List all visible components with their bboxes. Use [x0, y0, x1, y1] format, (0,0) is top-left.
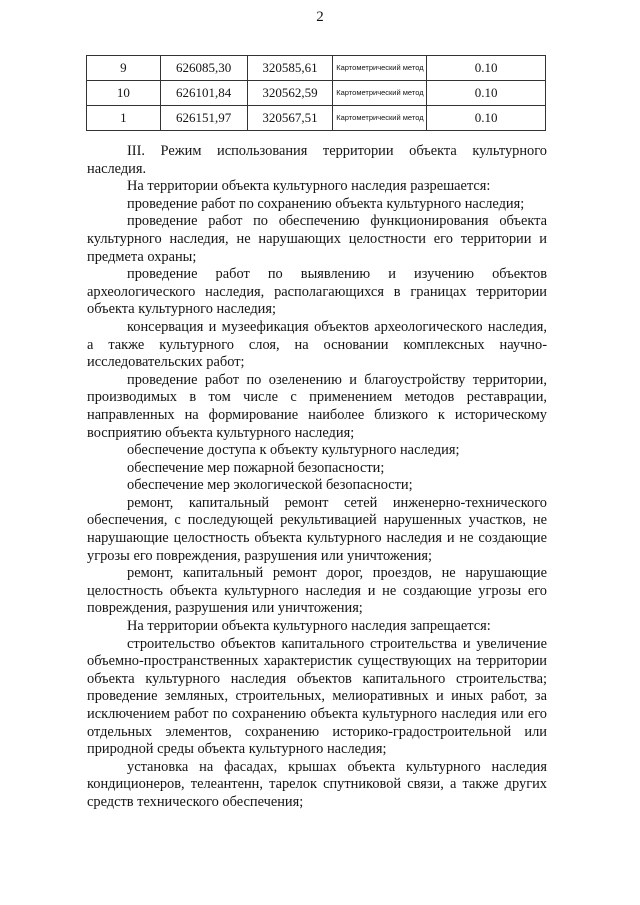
y-coordinate-cell: 320585,61 [247, 56, 333, 81]
paragraph: обеспечение мер пожарной безопасности; [127, 459, 385, 476]
point-number-cell: 10 [87, 81, 161, 106]
paragraph: ремонт, капитальный ремонт сетей инженерно-технического обеспечения, с последующей рекультивацией нарушенных участков, не нарушающие целостность объекта культурного наследия и не создающие угрозы его повреждения, разрушения или уничтожения; [87, 494, 547, 564]
document-body [87, 143, 547, 812]
paragraph: На территории объекта культурного наследия разрешается: [127, 178, 491, 195]
error-cell: 0.10 [427, 56, 546, 81]
x-coordinate-cell: 626101,84 [160, 81, 247, 106]
error-cell: 0.10 [427, 106, 546, 131]
method-cell: Картометрический метод [333, 56, 427, 81]
table-row [87, 56, 546, 81]
point-number-cell: 1 [87, 106, 161, 131]
error-cell: 0.10 [427, 81, 546, 106]
table-row [87, 81, 546, 106]
method-cell: Картометрический метод [333, 81, 427, 106]
paragraph: консервация и музеефикация объектов археологического наследия, а также культурного слоя, на основании комплексных научно-исследовательских работ; [87, 318, 547, 371]
y-coordinate-cell: 320562,59 [247, 81, 333, 106]
table-row [87, 106, 546, 131]
x-coordinate-cell: 626085,30 [160, 56, 247, 81]
point-number-cell: 9 [87, 56, 161, 81]
paragraph: проведение работ по озеленению и благоустройству территории, производимых в том числе с применением методов реставрации, направленных на формирование наиболее близкого к историческому восприятию объекта культурного наследия; [87, 371, 547, 441]
paragraph: установка на фасадах, крышах объекта культурного наследия кондиционеров, телеантенн, тарелок спутниковой связи, а также других средств технического обеспечения; [87, 758, 547, 810]
paragraph: обеспечение доступа к объекту культурного наследия; [127, 442, 460, 459]
paragraph: обеспечение мер экологической безопасности; [127, 477, 413, 494]
y-coordinate-cell: 320567,51 [247, 106, 333, 131]
paragraph: ремонт, капитальный ремонт дорог, проездов, не нарушающие целостность объекта культурного наследия и не создающие угрозы его повреждения, разрушения или уничтожения; [87, 565, 547, 617]
paragraph: На территории объекта культурного наследия запрещается: [127, 618, 491, 635]
x-coordinate-cell: 626151,97 [160, 106, 247, 131]
section-heading: III. Режим использования территории объекта культурного наследия. [87, 143, 547, 177]
page-number: 2 [316, 9, 324, 25]
paragraph: проведение работ по выявлению и изучению объектов археологического наследия, располагающихся в границах территории объекта культурного наследия; [87, 266, 547, 318]
method-cell: Картометрический метод [333, 106, 427, 131]
paragraph: проведение работ по сохранению объекта культурного наследия; [127, 195, 525, 212]
coordinates-table [86, 55, 546, 131]
paragraph: проведение работ по обеспечению функционирования объекта культурного наследия, не нарушающих целостности его территории и предмета охраны; [87, 213, 547, 265]
paragraph: строительство объектов капитального строительства и увеличение объемно-пространственных характеристик существующих на территории объекта культурного наследия объектов капитального строительства; проведение земляных, строительных, мелиоративных и иных работ, за исключением работ по сохранению объекта культурного наследия или его отдельных элементов, сохранению историко-градостроительной или природной среды объекта культурного наследия; [87, 635, 547, 758]
